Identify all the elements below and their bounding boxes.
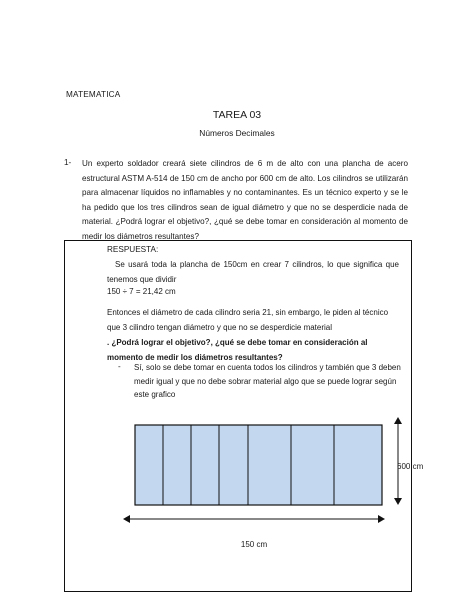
height-label: 600 cm xyxy=(397,462,424,471)
page-title: TAREA 03 xyxy=(212,109,262,121)
subject-heading: MATEMATICA xyxy=(66,90,121,99)
answer-bold-question: . ¿Podrá lograr el objetivo?, ¿qué se debe tomar en consideración al momento de medir los diámetros resultantes? xyxy=(107,338,368,362)
bullet-dash: - xyxy=(118,362,121,371)
division-expression: 150 ÷ 7 = 21,42 cm xyxy=(107,287,176,296)
page-subtitle: Números Decimales xyxy=(199,128,275,138)
bullet-answer-text: Sí, solo se debe tomar en cuenta todos los cilindros y también que 3 deben medir igual y que no debe sobrar material algo que se puede lograr según este grafico xyxy=(134,363,401,399)
question-number: 1- xyxy=(64,158,72,167)
width-label: 150 cm xyxy=(240,540,268,549)
answer-paragraph-2: Entonces el diámetro de cada cilindro seria 21, sin embargo, le piden al técnico que 3 cilindro tengan diámetro y que no se desperdicie material xyxy=(107,308,389,332)
question-text: Un experto soldador creará siete cilindros de 6 m de alto con una plancha de acero estructural ASTM A-514 de 150 cm de ancho por 600 cm de alto. Los cilindros se utilizarán para almacenar líquidos no inflamables y no contaminantes. Es un técnico experto y se le ha pedido que los tres cilindros sean de igual diámetro y que no se desperdicie nada de material. ¿Podrá lograr el objetivo?, ¿qué se debe tomar en consideración al momento de medir los diámetros resultantes? xyxy=(82,159,408,241)
answer-paragraph-1: Se usará toda la plancha de 150cm en crear 7 cilindros, lo que significa que tenemos que dividir xyxy=(107,260,399,284)
answer-label: RESPUESTA: xyxy=(107,245,159,254)
steel-plate-rect xyxy=(135,425,382,505)
